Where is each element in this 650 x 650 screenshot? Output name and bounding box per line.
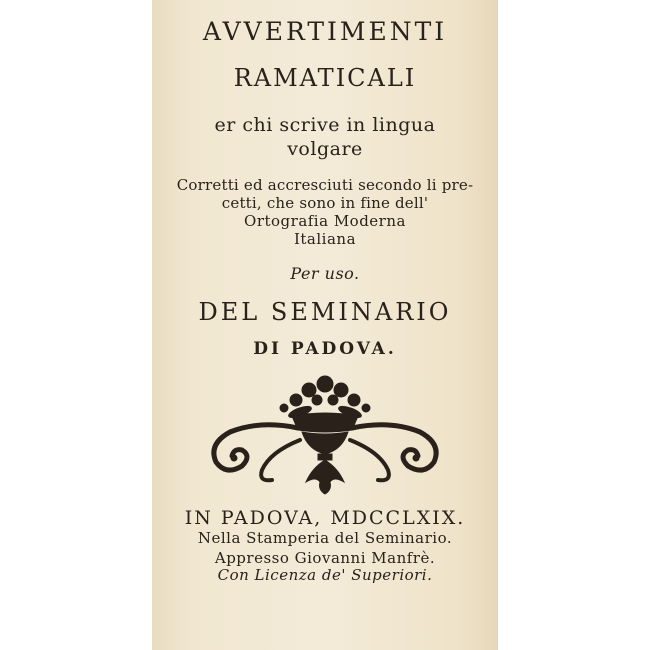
description-line-3: Ortografia Moderna <box>244 212 406 230</box>
imprint-line-3: Appresso Giovanni Manfrè. <box>214 549 436 567</box>
description-line-1: Corretti ed accresciuti secondo li pre- <box>176 176 474 194</box>
imprint-line-1: IN PADOVA, MDCCLXIX. <box>184 507 466 529</box>
title-line-2: RAMATICALI <box>233 64 417 92</box>
subtitle-line-2: volgare <box>287 138 363 160</box>
seminary-line-2: DI PADOVA. <box>253 339 397 359</box>
description-line-4: Italiana <box>293 230 357 248</box>
per-uso-text: Per uso. <box>290 264 360 283</box>
title-line-1: AVVERTIMENTI <box>202 17 448 46</box>
floral-vase-ornament-icon <box>200 370 450 496</box>
imprint-line-2: Nella Stamperia del Seminario. <box>197 529 453 547</box>
seminary-line-1: DEL SEMINARIO <box>198 298 452 326</box>
book-title-page <box>152 0 498 650</box>
subtitle-line-1: er chi scrive in lingua <box>214 114 436 136</box>
description-line-2: cetti, che sono in fine dell' <box>221 194 429 212</box>
imprint-line-4: Con Licenza de' Superiori. <box>217 566 433 584</box>
